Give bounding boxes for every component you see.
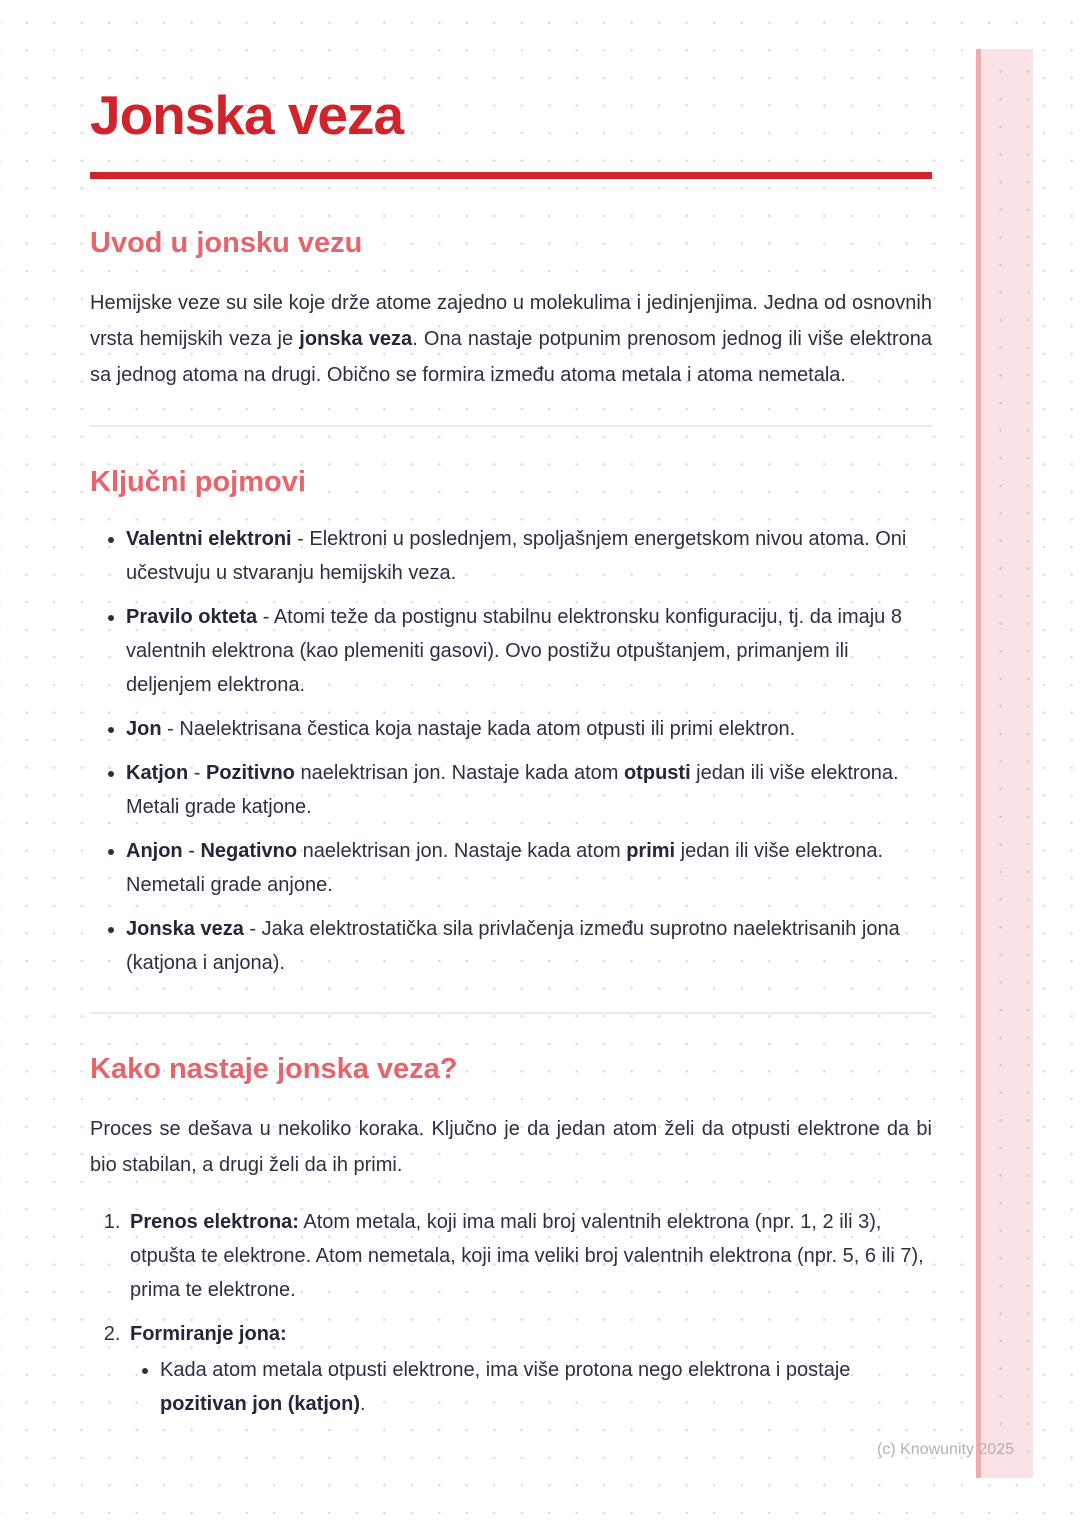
section-heading-intro: Uvod u jonsku vezu <box>90 227 363 260</box>
step-text: Prenos elektrona: Atom metala, koji ima mali broj valentnih elektrona (npr. 1, 2 ili 3), otpušta te elektrone. Atom nemetala, koji ima veliki broj valentnih elektrona (npr. 5, 6 ili 7), prima te elektrone. <box>130 1210 924 1301</box>
formation-paragraph: Proces se dešava u nekoliko koraka. Ključno je da jedan atom želi da otpusti elektrone da bi bio stabilan, a drugi želi da ih primi. <box>90 1117 932 1176</box>
page-title: Jonska veza <box>90 84 404 146</box>
formation-sub-list <box>130 1353 932 1421</box>
section-divider <box>90 1012 932 1014</box>
section-heading-key-terms: Ključni pojmovi <box>90 466 306 499</box>
sub-list-item-katjon: • Kada atom metala otpusti elektrone, ima više protona nego elektrona i postaje pozitivan jon (katjon). <box>160 1353 932 1421</box>
footer-watermark: (c) Knowunity 2025 <box>877 1441 1014 1458</box>
list-item-jonska-veza: • Jonska veza - Jaka elektrostatička sila privlačenja između suprotno naelektrisanih jona (katjona i anjona). <box>126 912 932 980</box>
formation-step-list <box>90 1205 932 1421</box>
step-text: Formiranje jona: <box>130 1322 287 1345</box>
list-item-anjon: • Anjon - Negativno naelektrisan jon. Nastaje kada atom primi jedan ili više elektrona. Nemetali grade anjone. <box>126 834 932 902</box>
step-item-prenos-elektrona <box>126 1205 932 1307</box>
list-item-jon: • Jon - Naelektrisana čestica koja nastaje kada atom otpusti ili primi elektron. <box>126 712 932 746</box>
intro-paragraph: Hemijske veze su sile koje drže atome zajedno u molekulima i jedinjenjima. Jedna od osnovnih vrsta hemijskih veza je jonska veza. Ona nastaje potpunim prenosom jednog ili više elektrona sa jednog atoma na drugi. Obično se formira između atoma metala i atoma nemetala. <box>90 292 932 387</box>
key-terms-list <box>90 522 932 980</box>
section-divider <box>90 425 932 427</box>
list-item-valentni-elektroni: • Valentni elektroni - Elektroni u poslednjem, spoljašnjem energetskom nivou atoma. Oni učestvuju u stvaranju hemijskih veza. <box>126 522 932 590</box>
title-underline-rule <box>90 172 932 179</box>
list-item-katjon: • Katjon - Pozitivno naelektrisan jon. Nastaje kada atom otpusti jedan ili više elektrona. Metali grade katjone. <box>126 756 932 824</box>
step-item-formiranje-jona <box>126 1317 932 1421</box>
list-item-pravilo-okteta: • Pravilo okteta - Atomi teže da postignu stabilnu elektronsku konfiguraciju, tj. da imaju 8 valentnih elektrona (kao plemeniti gasovi). Ovo postižu otpuštanjem, primanjem ili deljenjem elektrona. <box>126 600 932 702</box>
section-heading-formation: Kako nastaje jonska veza? <box>90 1052 458 1085</box>
